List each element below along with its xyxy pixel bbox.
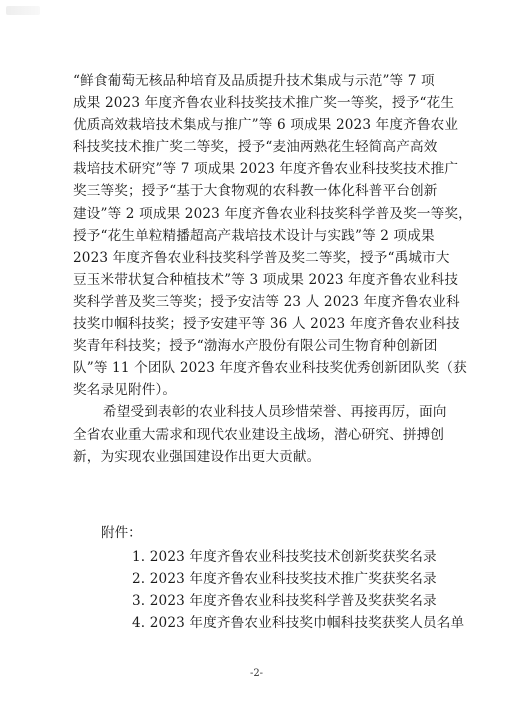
attachments-label: 附件：	[101, 525, 142, 541]
attachment-item: 3. 2023 年度齐鲁农业科技奖科学普及奖获奖名录	[132, 593, 437, 610]
scan-artifact	[6, 6, 40, 15]
paragraph-1-line: 豆玉米带状复合种植技术”等 3 项成果 2023 年度齐鲁农业科技	[73, 271, 459, 288]
paragraph-1-line: 科技奖技术推广奖二等奖，授予“麦油两熟花生轻简高产高效	[73, 139, 438, 156]
paragraph-1-line: 技奖巾帼科技奖；授予安建平等 36 人 2023 年度齐鲁农业科技	[73, 316, 460, 333]
paragraph-1-line: 2023 年度齐鲁农业科技奖科学普及奖二等奖，授予“禹城市大	[73, 249, 450, 266]
paragraph-1-line: 建设”等 2 项成果 2023 年度齐鲁农业科技奖科学普及奖一等奖，	[73, 205, 472, 222]
paragraph-1-line: 栽培技术研究”等 7 项成果 2023 年度齐鲁农业科技奖技术推广	[73, 161, 459, 178]
attachment-item: 2. 2023 年度齐鲁农业科技奖技术推广奖获奖名录	[132, 571, 437, 588]
paragraph-1-line: 奖三等奖；授予“基于大食物观的农科教一体化科普平台创新	[73, 183, 438, 200]
paragraph-1-line: 授予“花生单粒精播超高产栽培技术设计与实践”等 2 项成果	[73, 227, 435, 244]
paragraph-1-line: 奖名录见附件）。	[73, 382, 177, 399]
paragraph-1-line: 优质高效栽培技术集成与推广”等 6 项成果 2023 年度齐鲁农业	[73, 117, 459, 134]
attachment-item: 1. 2023 年度齐鲁农业科技奖技术创新奖获奖名录	[132, 549, 437, 565]
paragraph-1-line: 成果 2023 年度齐鲁农业科技奖技术推广奖一等奖，授予“花生	[73, 95, 455, 112]
attachment-item: 4. 2023 年度齐鲁农业科技奖巾帼科技奖获奖人员名单	[132, 615, 465, 632]
paragraph-1-line: 奖青年科技奖；授予“渤海水产股份有限公司生物育种创新团	[73, 338, 438, 355]
page-number: -2-	[249, 668, 264, 679]
paragraph-2-line: 希望受到表彰的农业科技人员珍惜荣誉、再接再厉，面向	[103, 404, 447, 421]
paragraph-1-line: “鲜食葡萄无核品种培育及品质提升技术集成与示范”等 7 项	[73, 73, 435, 89]
paragraph-2-line: 新，为实现农业强国建设作出更大贡献。	[73, 448, 321, 465]
paragraph-2-line: 全省农业重大需求和现代农业建设主战场，潜心研究、拼搏创	[73, 426, 445, 443]
paragraph-1-line: 奖科学普及奖三等奖；授予安洁等 23 人 2023 年度齐鲁农业科	[73, 293, 460, 310]
paragraph-1-line: 队”等 11 个团队 2023 年度齐鲁农业科技奖优秀创新团队奖（获	[73, 360, 467, 377]
body-text	[73, 70, 472, 468]
attachments-list	[132, 546, 464, 634]
